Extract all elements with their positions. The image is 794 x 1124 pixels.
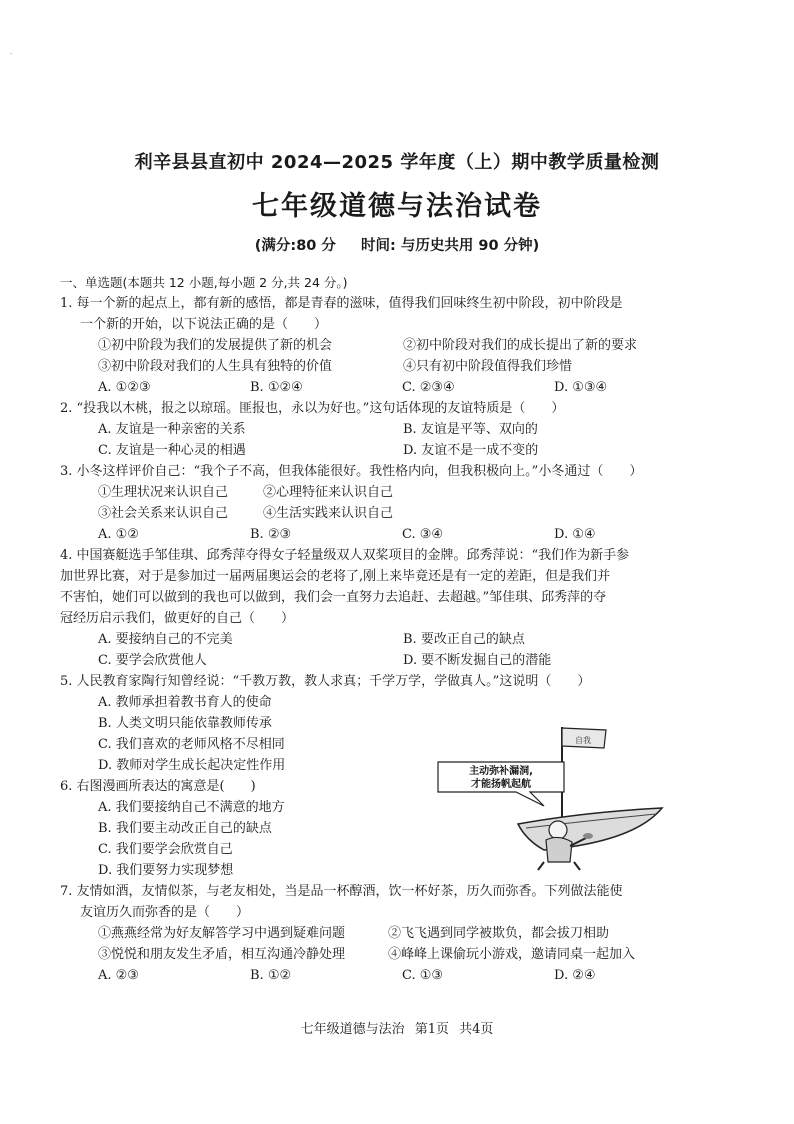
answer-option: B. 要改正自己的缺点	[403, 632, 525, 647]
person-body	[546, 837, 572, 862]
bubble-line-2: 才能扬帆起航	[471, 779, 531, 790]
question-2	[60, 398, 710, 461]
question-stem: 冠经历启示我们，做更好的自己（ ）	[60, 611, 295, 626]
answer-option: C. ①③	[402, 968, 444, 983]
scan-mark: ·	[10, 50, 13, 58]
question-stem: 1. 每一个新的起点上，都有新的感悟，都是青春的滋味，值得我们回味终生初中阶段，初中阶段是	[60, 296, 623, 311]
answer-option: C. ③④	[402, 527, 444, 542]
answer-option: B. ①②	[250, 968, 292, 983]
statement-item: ①初中阶段为我们的发展提供了新的机会	[98, 338, 333, 353]
answer-option: A. 要接纳自己的不完美	[98, 632, 233, 647]
answer-option: D. 友谊不是一成不变的	[403, 443, 539, 458]
answer-option: B. ②③	[250, 527, 292, 542]
statement-item: ②初中阶段对我们的成长提出了新的要求	[403, 338, 638, 353]
answer-option: D. ①③④	[554, 380, 608, 395]
question-3	[60, 461, 710, 545]
time-info: 时间: 与历史共用 90 分钟)	[360, 238, 540, 254]
answer-option: A. ②③	[98, 968, 139, 983]
page-footer	[0, 1018, 794, 1037]
answer-option: D. 教师对学生成长起决定性作用	[98, 758, 286, 773]
statement-item: ④只有初中阶段值得我们珍惜	[403, 359, 573, 374]
statement-item: ①生理状况来认识自己	[98, 485, 229, 500]
exam-info	[0, 234, 794, 255]
answer-option: C. 我们要学会欣赏自己	[98, 842, 233, 857]
question-stem: 不害怕，她们可以做到的我也可以做到，我们会一直努力去追赶、去超越。”邹佳琪、邱秀萍的夺	[60, 590, 607, 605]
question-stem: 6. 右图漫画所表达的寓意是( )	[60, 779, 256, 794]
question-stem: 加世界比赛，对于是参加过一届两届奥运会的老将了,刚上来毕竟还是有一定的差距，但是我们并	[60, 569, 611, 584]
section-title: 一、单选题(本题共 12 小题,每小题 2 分,共 24 分。)	[60, 275, 348, 290]
flag-text: 自我	[575, 736, 591, 745]
boat-cartoon	[434, 722, 664, 872]
answer-option: D. ①④	[554, 527, 596, 542]
boat-hull	[518, 808, 662, 850]
bubble-line-1: 主动弥补漏洞,	[469, 766, 533, 777]
exam-title: 七年级道德与法治试卷	[252, 191, 542, 222]
statement-item: ③初中阶段对我们的人生具有独特的价值	[98, 359, 333, 374]
question-stem: 3. 小冬这样评价自己：“我个子不高，但我体能很好。我性格内向，但我积极向上。”小冬通过（ ）	[60, 464, 643, 479]
school-header: 利辛县县直初中 2024—2025 学年度（上）期中教学质量检测	[134, 152, 660, 173]
footer-subject: 七年级道德与法治	[300, 1022, 405, 1037]
question-stem: 5. 人民教育家陶行知曾经说：“千教万教，教人求真；千学万学，学做真人。”这说明（ ）	[60, 674, 591, 689]
question-7	[60, 881, 710, 986]
person-head	[549, 821, 567, 839]
answer-option: B. 友谊是平等、双向的	[403, 422, 538, 437]
questions-area	[60, 272, 710, 986]
answer-option: C. ②③④	[402, 380, 455, 395]
question-1	[60, 293, 710, 398]
statement-item: ②心理特征来认识自己	[263, 485, 394, 500]
answer-option: C. 我们喜欢的老师风格不尽相同	[98, 737, 285, 752]
answer-option: D. 我们要努力实现梦想	[98, 863, 234, 878]
statement-item: ④生活实践来认识自己	[263, 506, 394, 521]
question-stem: 友谊历久而弥香的是（ ）	[80, 905, 250, 920]
answer-option: B. 人类文明只能依靠教师传承	[98, 716, 272, 731]
answer-option: B. 我们要主动改正自己的缺点	[98, 821, 272, 836]
statement-item: ④峰峰上课偷玩小游戏，邀请同桌一起加入	[388, 947, 636, 962]
answer-option: A. ①②③	[98, 380, 151, 395]
footer-page: 第1页	[414, 1022, 449, 1037]
answer-option: B. ①②④	[250, 380, 303, 395]
patch	[583, 833, 593, 839]
question-stem: 一个新的开始，以下说法正确的是（ ）	[80, 317, 328, 332]
statement-item: ③社会关系来认识自己	[98, 506, 229, 521]
question-stem: 2. “投我以木桃，报之以琼瑶。匪报也，永以为好也。”这句话体现的友谊特质是（ ）	[60, 401, 565, 416]
answer-option: A. 友谊是一种亲密的关系	[98, 422, 246, 437]
answer-option: D. 要不断发掘自己的潜能	[403, 653, 552, 668]
answer-option: A. 我们要接纳自己不满意的地方	[98, 800, 285, 815]
question-stem: 4. 中国赛艇选手邹佳琪、邱秀萍夺得女子轻量级双人双桨项目的金牌。邱秀萍说：“我们作为新手参	[60, 548, 630, 563]
question-4	[60, 545, 710, 671]
answer-option: D. ②④	[554, 968, 596, 983]
answer-option: C. 友谊是一种心灵的相遇	[98, 443, 246, 458]
statement-item: ③悦悦和朋友发生矛盾，相互沟通冷静处理	[98, 947, 346, 962]
statement-item: ②飞飞遇到同学被欺负，都会拔刀相助	[388, 926, 610, 941]
statement-item: ①燕燕经常为好友解答学习中遇到疑难问题	[98, 926, 346, 941]
footer-total: 共4页	[459, 1022, 494, 1037]
answer-option: C. 要学会欣赏他人	[98, 653, 207, 668]
answer-option: A. ①②	[98, 527, 139, 542]
score-info: (满分:80 分	[254, 238, 336, 254]
question-stem: 7. 友情如酒，友情似茶，与老友相处，当是品一杯醇酒，饮一杯好茶，历久而弥香。下列做法能使	[60, 884, 623, 899]
answer-option: A. 教师承担着教书育人的使命	[98, 695, 272, 710]
person-legs	[538, 862, 580, 870]
